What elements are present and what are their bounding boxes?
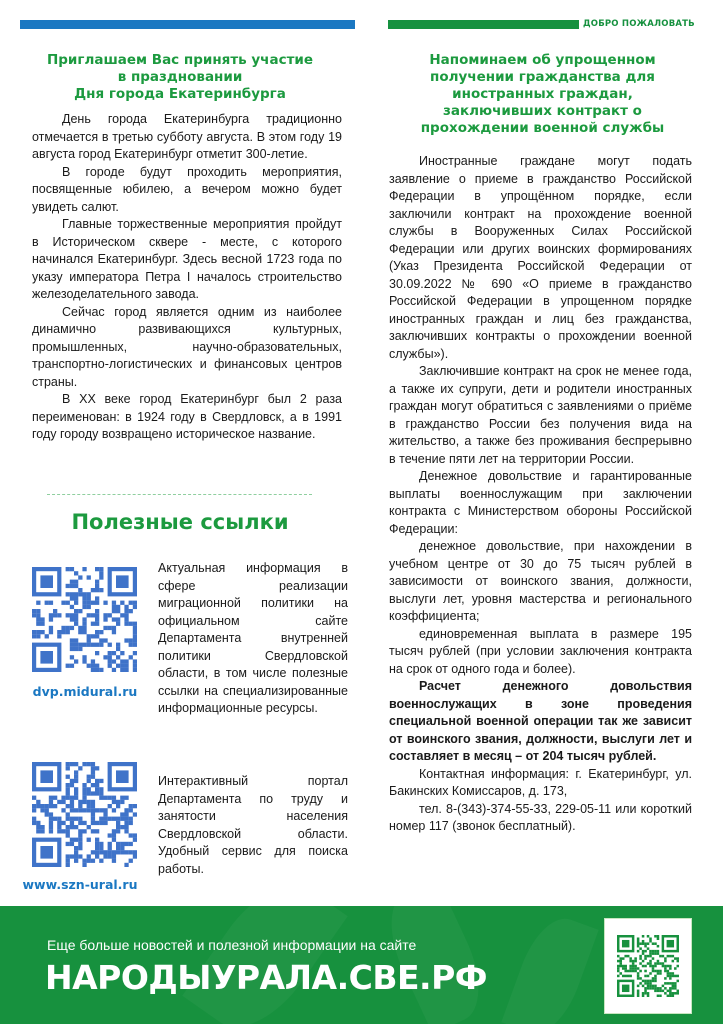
qr-code-icon[interactable] <box>32 567 137 672</box>
title-line: иностранных граждан, <box>452 86 633 102</box>
link-description: Интерактивный портал Департамента по труду и занятости населения Свердловской области. Удобный сервис для поиска работы. <box>158 774 348 876</box>
qr-code-icon[interactable] <box>32 762 137 867</box>
title-line: заключивших контракт о <box>443 103 642 119</box>
header-bar-blue <box>20 20 355 29</box>
link-description: Актуальная информация в сфере реализации миграционной политики на официальном сайте Департамента внутренней политики Свердловской области, в том числе полезные ссылки на специализированные информационные ресурсы. <box>158 561 348 715</box>
leaf-decoration <box>501 909 598 1024</box>
footer-qr-frame <box>604 918 692 1014</box>
useful-links-title: Полезные ссылки <box>71 510 289 534</box>
link-url[interactable]: www.szn-ural.ru <box>22 877 138 892</box>
title-line: получении гражданства для <box>430 69 655 85</box>
footer-site-link[interactable]: НАРОДЫУРАЛА.СВЕ.РФ <box>45 958 487 997</box>
paragraph: единовременная выплата в размере 195 тысяч рублей (при условии заключения контракта на срок от одного года и более). <box>389 626 692 676</box>
paragraph: В городе будут проходить мероприятия, посвященные юбилею, а вечером можно будет увидеть салют. <box>32 164 342 214</box>
paragraph: Главные торжественные мероприятия пройдут в Историческом сквере - месте, с которого начинался Екатеринбург. Здесь весной 1723 года по указу императора Петра I началось строительство железоделательного завода. <box>32 217 342 301</box>
welcome-label: ДОБРО ПОЖАЛОВАТЬ <box>583 19 695 29</box>
title-line: Напоминаем об упрощенном <box>429 52 656 68</box>
link-url[interactable]: dvp.midural.ru <box>32 684 138 699</box>
header-bar-green <box>388 20 579 29</box>
section-divider <box>47 494 312 495</box>
paragraph: День города Екатеринбурга традиционно отмечается в третью субботу августа. В этом году 19 августа город Екатеринбург отметит 300-летие. <box>32 112 342 161</box>
title-line: прохождении военной службы <box>420 120 665 136</box>
paragraph-bold: Расчет денежного довольствия военнослужащих в зоне проведения специальной военной операции так же зависит от воинского звания, должности, выслуги лет и составляет в месяц – от 204 тысяч рублей. <box>389 679 692 763</box>
paragraph: Иностранные граждане могут подать заявление о приеме в гражданство Российской Федерации в упрощённом порядке, если заключили контракт на прохождение военной службы в Вооруженных Силах Российской Федерации или других воинских формированиях (Указ Президента Российской Федерации от 30.09.2022 № 690 «О приеме в гражданство Российской Федерации в упрощенном порядке иностранных граждан и лиц без гражданства, заключивших контракты о прохождении военной службы»). <box>389 154 692 361</box>
title-line: в праздновании <box>117 69 243 85</box>
right-article-body <box>389 153 692 836</box>
title-line: Приглашаем Вас принять участие <box>46 52 314 68</box>
footer-subtitle: Еще больше новостей и полезной информации на сайте <box>47 937 417 953</box>
paragraph: денежное довольствие, при нахождении в учебном центре от 30 до 75 тысяч рублей в зависимости от воинского звания, должности, выслуги лет, уровня мастерства и регионального коэффициента; <box>389 539 692 623</box>
footer-banner <box>0 906 723 1024</box>
paragraph: В XX веке город Екатеринбург был 2 раза переименован: в 1924 году в Свердловск, а в 1991 году городу возвращено историческое название. <box>32 392 342 441</box>
right-article-title <box>395 52 690 137</box>
paragraph: Денежное довольствие и гарантированные выплаты военнослужащим при заключении контракта с Министерством обороны Российской Федерации: <box>389 469 692 536</box>
left-article-title <box>30 52 330 103</box>
paragraph: Сейчас город является одним из наиболее динамично развивающихся культурных, промышленных, научно-образовательных, транспортно-логистических и финансовых центров страны. <box>32 304 342 389</box>
paragraph: Заключившие контракт на срок не менее года, а также их супруги, дети и родители иностранных граждан могут обратиться с заявлениями о приёме в гражданство России без получения вида на жительство, а также без проживания беспрерывно в течение пяти лет на территории России. <box>389 364 692 466</box>
qr-code-icon[interactable] <box>617 935 679 997</box>
contact-info: Контактная информация: г. Екатеринбург, ул. Бакинских Комиссаров, д. 173, <box>389 766 692 798</box>
left-article-body <box>32 111 342 444</box>
contact-phone: тел. 8-(343)-374-55-33, 229-05-11 или короткий номер 117 (звонок бесплатный). <box>389 801 692 833</box>
title-line: Дня города Екатеринбурга <box>74 86 286 102</box>
